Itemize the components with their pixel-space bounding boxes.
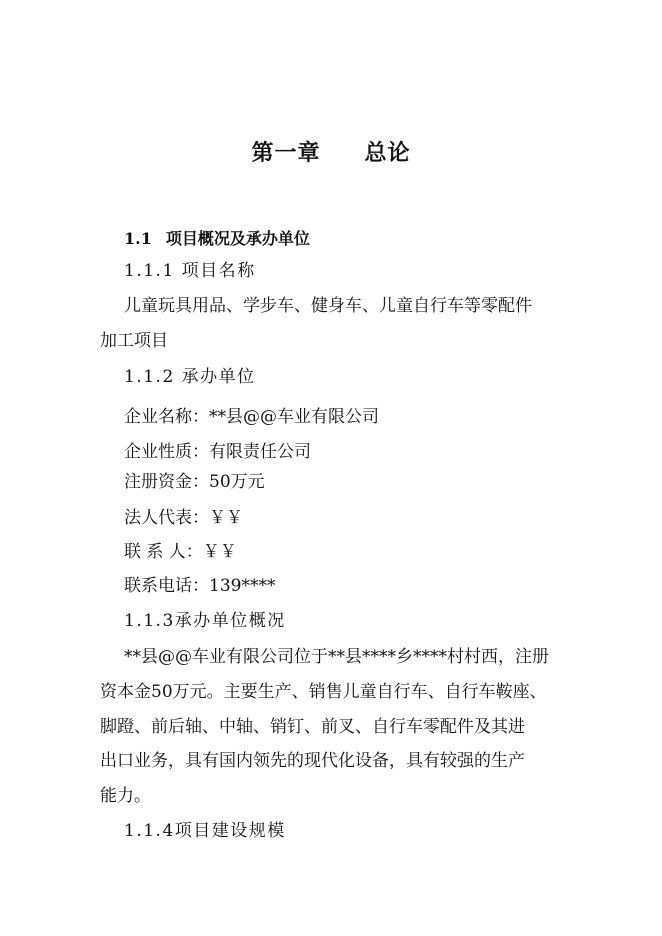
subsection-heading-scale: 1.1.4项目建设规模 xyxy=(124,821,286,841)
overview-line: 资本金50万元。主要生产、销售儿童自行车、自行车鞍座、 xyxy=(100,682,547,702)
contact-person: 联 系 人：￥￥ xyxy=(124,542,237,562)
company-type: 企业性质：有限责任公司 xyxy=(124,442,311,462)
overview-line: **县@@车业有限公司位于**县****乡****村村西，注册 xyxy=(124,647,549,667)
legal-representative: 法人代表：￥￥ xyxy=(124,508,243,528)
overview-line: 能力。 xyxy=(100,786,151,806)
overview-line: 脚蹬、前后轴、中轴、销钉、前叉、自行车零配件及其进 xyxy=(100,717,525,737)
company-name: 企业名称：**县@@车业有限公司 xyxy=(124,407,379,427)
registered-capital: 注册资金：50万元 xyxy=(124,472,265,492)
chapter-title xyxy=(0,136,662,167)
subsection-heading-project-name: 1.1.1 项目名称 xyxy=(124,261,256,281)
chapter-number: 第一章 xyxy=(251,141,321,166)
section-heading xyxy=(124,228,310,250)
subsection-heading-overview: 1.1.3承办单位概况 xyxy=(124,611,286,631)
project-name-line-1: 儿童玩具用品、学步车、健身车、儿童自行车等零配件 xyxy=(124,296,532,316)
contact-phone: 联系电话：139**** xyxy=(124,576,276,596)
overview-line: 出口业务，具有国内领先的现代化设备，具有较强的生产 xyxy=(100,751,525,771)
project-name-line-2: 加工项目 xyxy=(100,331,168,351)
section-title: 项目概况及承办单位 xyxy=(165,229,310,248)
subsection-heading-organizer: 1.1.2 承办单位 xyxy=(124,367,256,387)
section-number: 1.1 xyxy=(124,229,152,248)
chapter-name: 总论 xyxy=(364,141,411,166)
